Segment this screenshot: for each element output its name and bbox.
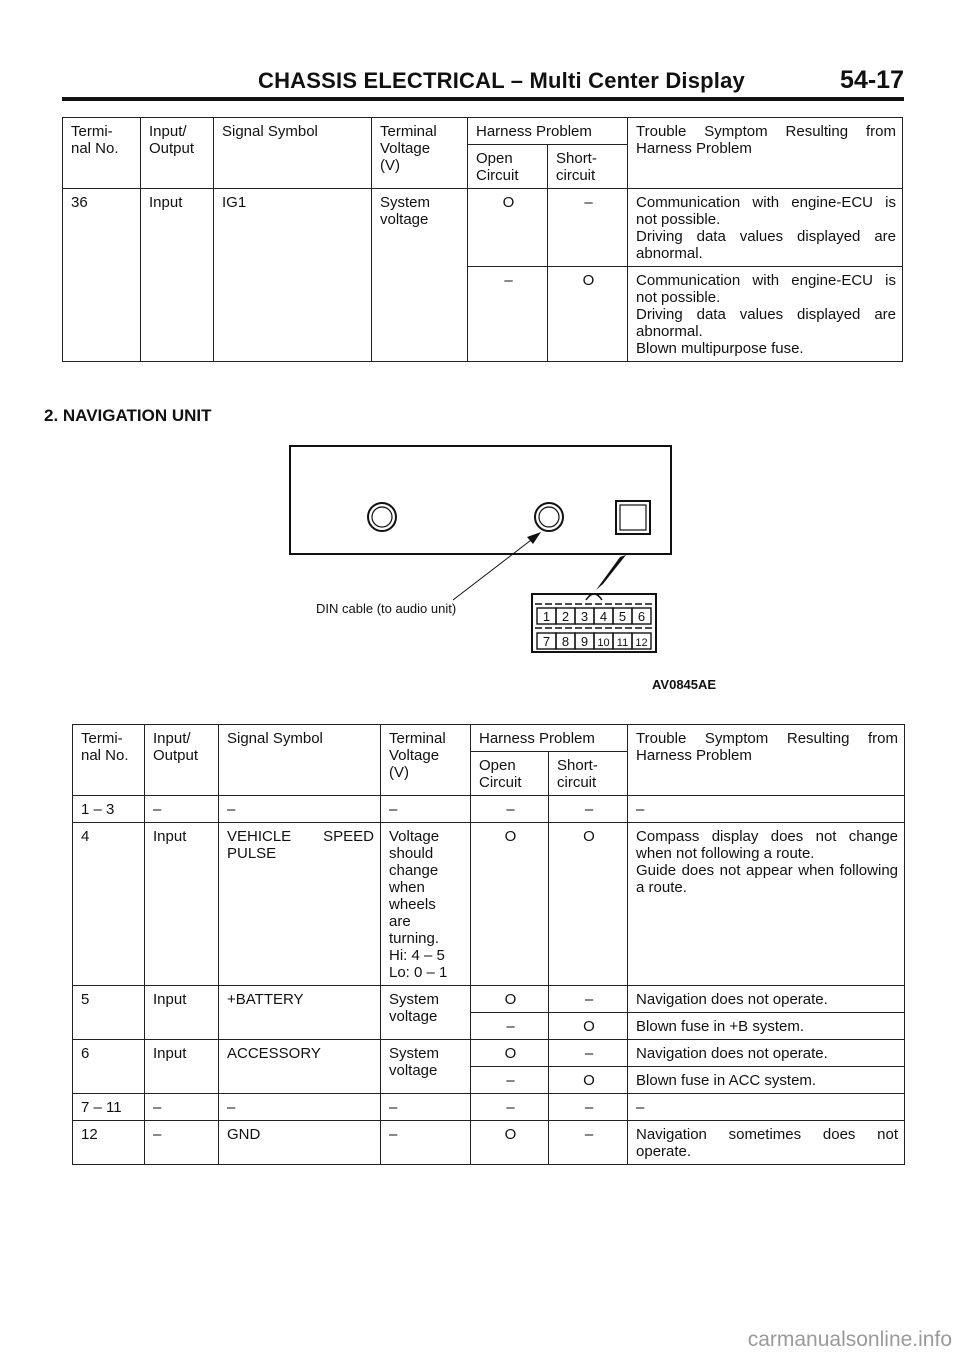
voltage-cell: System voltage: [381, 1040, 471, 1094]
io-cell: Input: [145, 823, 219, 986]
page-number: 54-17: [840, 66, 904, 94]
open-cell: O: [471, 1121, 549, 1165]
voltage-cell: System voltage: [381, 986, 471, 1040]
open-cell: –: [471, 796, 549, 823]
col-signal-symbol: Signal Symbol: [214, 118, 372, 189]
navigation-terminal-table: [72, 724, 905, 1165]
open-cell: –: [471, 1013, 549, 1040]
open-cell: O: [468, 189, 548, 267]
col-input-output: Input/ Output: [141, 118, 214, 189]
terminal-cell: 5: [73, 986, 145, 1040]
connector-pin-label: 8: [561, 634, 570, 649]
open-cell: O: [471, 823, 549, 986]
section-heading: 2. NAVIGATION UNIT: [44, 406, 212, 425]
open-cell: –: [471, 1067, 549, 1094]
connector-pin-cell: [556, 608, 575, 624]
col-trouble-symptom: Trouble Symptom Resulting from Harness Problem: [628, 725, 905, 796]
io-cell: Input: [145, 986, 219, 1040]
io-cell: Input: [141, 189, 214, 362]
col-harness-problem: Harness Problem: [471, 725, 628, 752]
connector-socket-icon: [616, 501, 650, 534]
connector-pin-label: 6: [637, 609, 646, 624]
col-short-circuit: Short- circuit: [549, 752, 628, 796]
voltage-cell: –: [381, 796, 471, 823]
signal-cell: GND: [219, 1121, 381, 1165]
connector-pin-label: 12: [635, 637, 648, 649]
col-terminal-voltage: Terminal Voltage (V): [381, 725, 471, 796]
voltage-cell: –: [381, 1094, 471, 1121]
cable-arrow-icon: [527, 532, 541, 544]
voltage-cell: Voltage should change when wheels are turning. Hi: 4 – 5 Lo: 0 – 1: [381, 823, 471, 986]
connector-pin-cell: [613, 608, 632, 624]
header-rule: [62, 97, 904, 101]
signal-cell: +BATTERY: [219, 986, 381, 1040]
io-cell: –: [145, 1121, 219, 1165]
connector-hole-left-icon: [368, 503, 396, 531]
connector-leader-icon: [596, 555, 626, 590]
terminal-cell: 36: [63, 189, 141, 362]
watermark: carmanualsonline.info: [747, 1328, 952, 1351]
symptom-cell: Compass display does not change when not following a route. Guide does not appear when following a route.: [628, 823, 905, 986]
short-cell: O: [549, 823, 628, 986]
symptom-cell: Blown fuse in ACC system.: [628, 1067, 905, 1094]
table-row: [63, 189, 903, 267]
table-header-row: [73, 725, 905, 752]
voltage-cell: System voltage: [372, 189, 468, 362]
connector-pin-cell: [537, 633, 556, 649]
ig1-terminal-table: [62, 117, 903, 362]
open-cell: –: [468, 267, 548, 362]
symptom-cell: –: [628, 1094, 905, 1121]
io-cell: Input: [145, 1040, 219, 1094]
open-cell: O: [471, 1040, 549, 1067]
terminal-cell: 12: [73, 1121, 145, 1165]
io-cell: –: [145, 1094, 219, 1121]
short-cell: –: [549, 1094, 628, 1121]
short-cell: O: [549, 1067, 628, 1094]
short-cell: O: [548, 267, 628, 362]
short-cell: –: [548, 189, 628, 267]
terminal-cell: 4: [73, 823, 145, 986]
symptom-cell: Navigation does not operate.: [628, 1040, 905, 1067]
short-cell: O: [549, 1013, 628, 1040]
col-trouble-symptom: Trouble Symptom Resulting from Harness Problem: [628, 118, 903, 189]
symptom-cell: Navigation does not operate.: [628, 986, 905, 1013]
connector-pin-cell: [537, 608, 556, 624]
col-short-circuit: Short- circuit: [548, 145, 628, 189]
table-header-row: [63, 118, 903, 145]
table-row: [73, 986, 905, 1013]
symptom-cell: Navigation sometimes does not operate.: [628, 1121, 905, 1165]
terminal-cell: 7 – 11: [73, 1094, 145, 1121]
signal-cell: ACCESSORY: [219, 1040, 381, 1094]
connector-pin-cell: [632, 608, 651, 624]
col-terminal-no: Termi- nal No.: [73, 725, 145, 796]
short-cell: –: [549, 796, 628, 823]
signal-cell: –: [219, 1094, 381, 1121]
signal-cell: IG1: [214, 189, 372, 362]
symptom-cell: –: [628, 796, 905, 823]
harness-connector: [532, 594, 656, 652]
din-cable-label: DIN cable (to audio unit): [316, 601, 457, 616]
symptom-cell: Communication with engine-ECU is not possible. Driving data values displayed are abnormal. Blown multipurpose fuse.: [628, 267, 903, 362]
connector-pin-label: 3: [580, 609, 589, 624]
terminal-cell: 1 – 3: [73, 796, 145, 823]
table-row: [73, 1121, 905, 1165]
connector-pin-cell: [632, 633, 651, 649]
cable-leader-line: [453, 537, 535, 600]
short-cell: –: [549, 1040, 628, 1067]
connector-pin-label: 4: [599, 609, 608, 624]
col-signal-symbol: Signal Symbol: [219, 725, 381, 796]
page-title: CHASSIS ELECTRICAL – Multi Center Display: [258, 68, 745, 93]
col-harness-problem: Harness Problem: [468, 118, 628, 145]
table-row: [73, 823, 905, 986]
voltage-cell: –: [381, 1121, 471, 1165]
col-terminal-no: Termi- nal No.: [63, 118, 141, 189]
open-cell: –: [471, 1094, 549, 1121]
open-cell: O: [471, 986, 549, 1013]
unit-outline: [290, 446, 671, 554]
table-row: [73, 796, 905, 823]
figure-code: AV0845AE: [652, 677, 717, 692]
symptom-cell: Communication with engine-ECU is not possible. Driving data values displayed are abnormal.: [628, 189, 903, 267]
connector-pin-label: 7: [542, 634, 551, 649]
col-input-output: Input/ Output: [145, 725, 219, 796]
connector-pin-label: 9: [580, 634, 589, 649]
connector-pin-cell: [594, 608, 613, 624]
page-header: [62, 64, 904, 104]
col-open-circuit: Open Circuit: [468, 145, 548, 189]
table-row: [73, 1094, 905, 1121]
connector-pin-cell: [575, 633, 594, 649]
col-open-circuit: Open Circuit: [471, 752, 549, 796]
table-row: [73, 1040, 905, 1067]
signal-cell: –: [219, 796, 381, 823]
io-cell: –: [145, 796, 219, 823]
terminal-cell: 6: [73, 1040, 145, 1094]
short-cell: –: [549, 1121, 628, 1165]
short-cell: –: [549, 986, 628, 1013]
connector-pin-label: 11: [616, 637, 629, 649]
col-terminal-voltage: Terminal Voltage (V): [372, 118, 468, 189]
connector-pin-cell: [613, 633, 632, 649]
connector-pin-cell: [575, 608, 594, 624]
connector-pin-cell: [594, 633, 613, 649]
connector-pin-label: 10: [597, 637, 610, 649]
signal-cell: VEHICLE SPEED PULSE: [219, 823, 381, 986]
connector-pin-label: 2: [561, 609, 570, 624]
connector-hole-right-icon: [535, 503, 563, 531]
connector-pin-label: 5: [618, 609, 627, 624]
symptom-cell: Blown fuse in +B system.: [628, 1013, 905, 1040]
connector-pin-cell: [556, 633, 575, 649]
connector-pin-label: 1: [542, 609, 551, 624]
